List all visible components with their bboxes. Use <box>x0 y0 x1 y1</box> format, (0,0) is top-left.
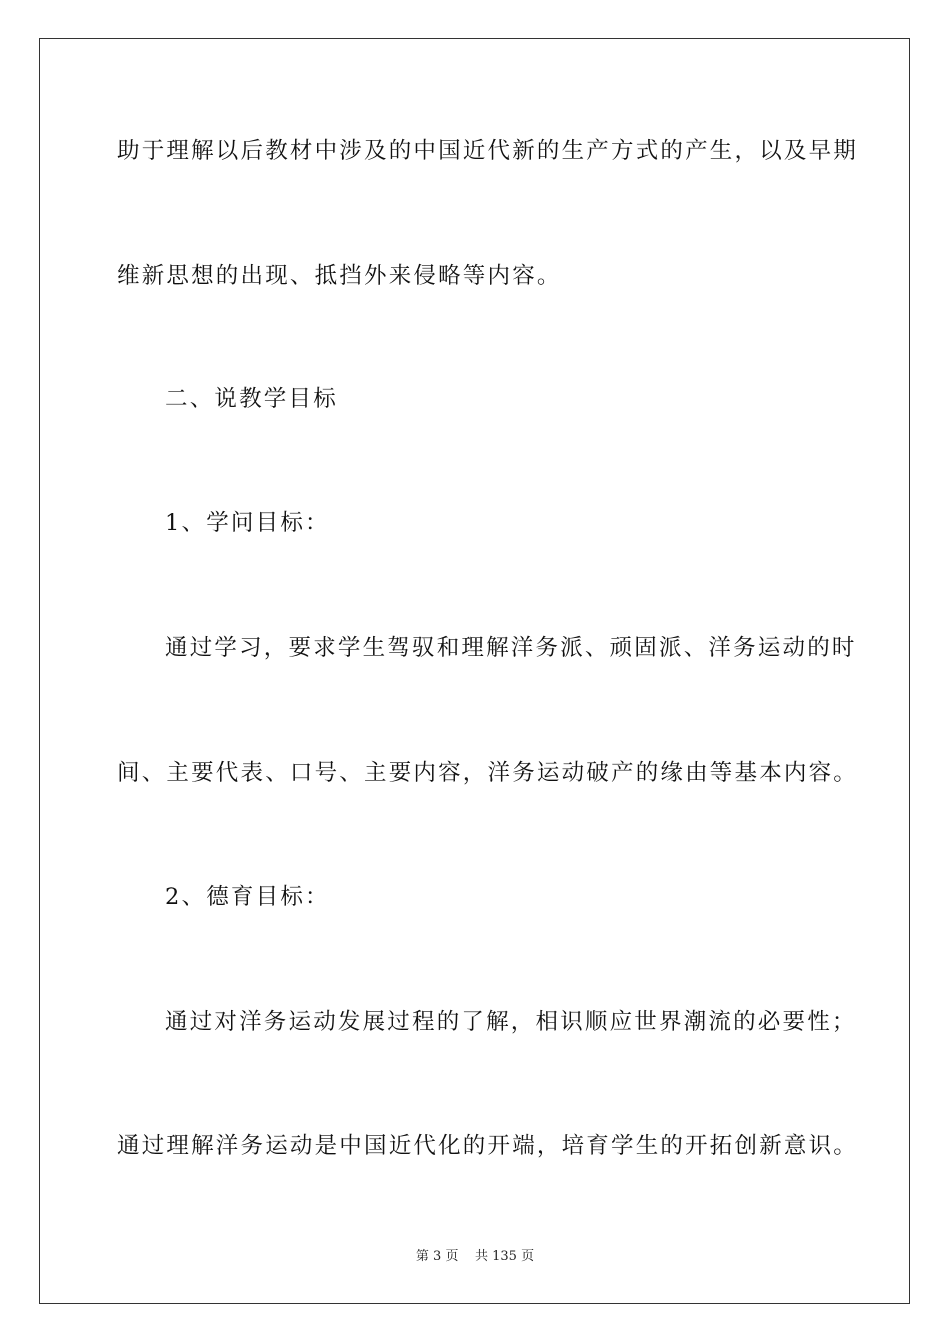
page-frame <box>39 38 910 1304</box>
section-heading: 二、说教学目标 <box>165 386 338 412</box>
body-text-line: 助于理解以后教材中涉及的中国近代新的生产方式的产生，以及早期 <box>117 138 859 164</box>
body-text-line: 通过对洋务运动发展过程的了解，相识顺应世界潮流的必要性； <box>165 1009 857 1035</box>
body-text-line: 通过学习，要求学生驾驭和理解洋务派、顽固派、洋务运动的时 <box>165 635 857 661</box>
body-text-line: 维新思想的出现、抵挡外来侵略等内容。 <box>117 263 562 289</box>
page-footer <box>0 1249 950 1265</box>
body-text-line: 间、主要代表、口号、主要内容，洋务运动破产的缘由等基本内容。 <box>117 760 859 786</box>
subsection-heading: 2、德育目标： <box>165 884 330 910</box>
page-number: 第 3 页 <box>415 1249 459 1264</box>
subsection-heading: 1、学问目标： <box>165 510 330 536</box>
body-text-line: 通过理解洋务运动是中国近代化的开端，培育学生的开拓创新意识。 <box>117 1133 859 1159</box>
total-pages: 共 135 页 <box>475 1249 535 1264</box>
